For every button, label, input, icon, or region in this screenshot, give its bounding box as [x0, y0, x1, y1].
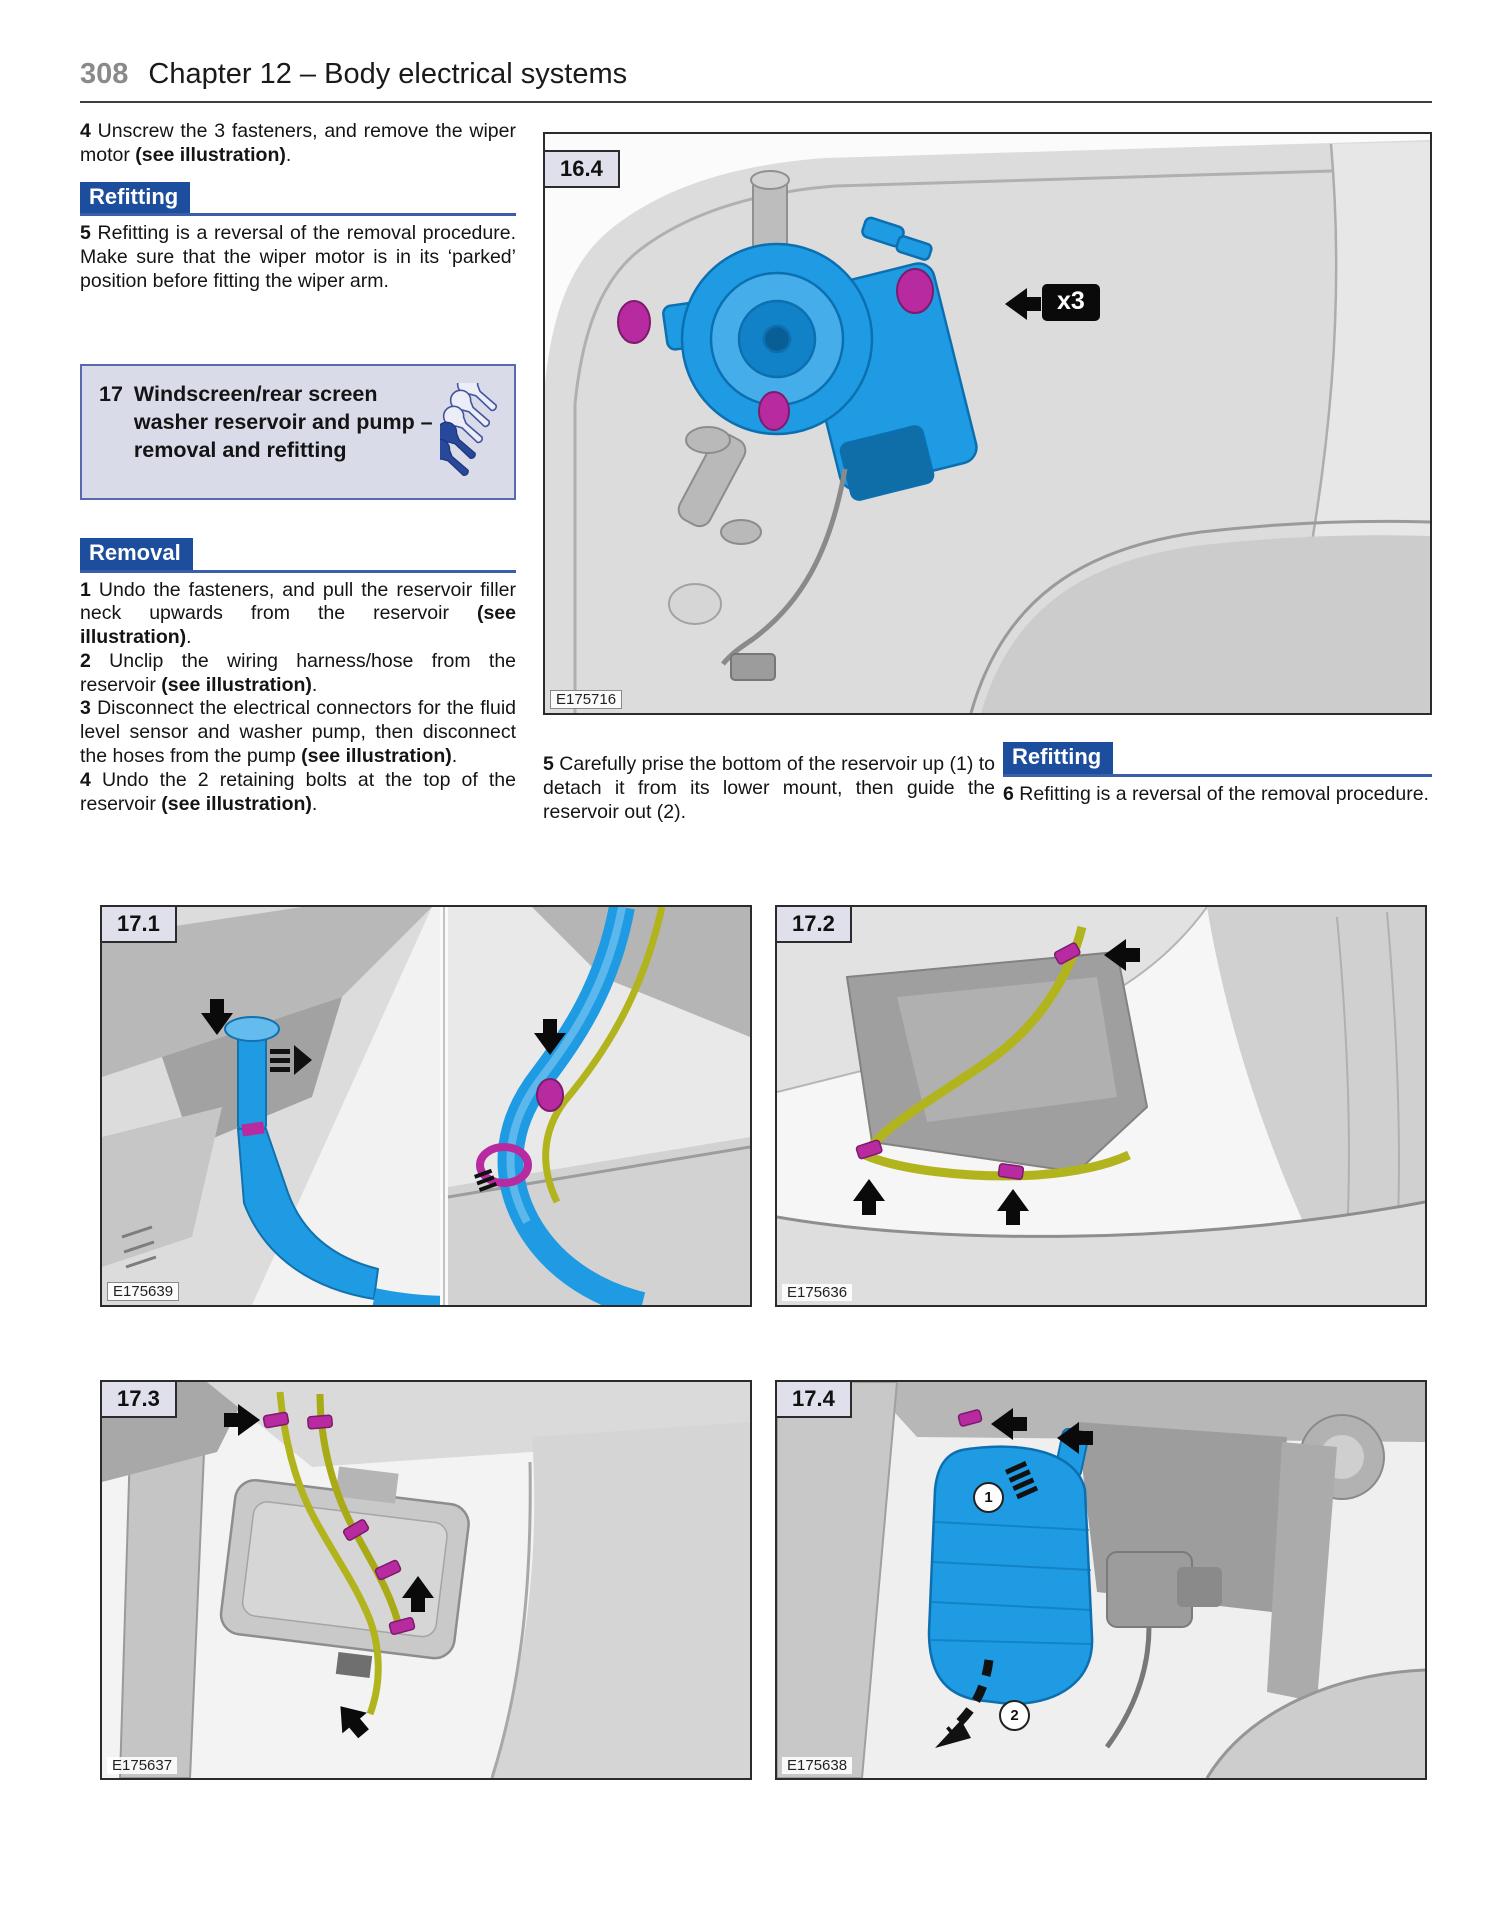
figure-code: E175639: [107, 1282, 179, 1301]
harness-connector: [731, 654, 775, 680]
chapter-title: Chapter 12 – Body electrical systems: [148, 58, 628, 90]
step-number: 6: [1003, 782, 1014, 805]
wrench-icons-svg: [440, 383, 504, 483]
step-paragraph-5-reservoir: [543, 753, 995, 824]
wiper-spindle: [751, 171, 789, 252]
step-text: Refitting is a reversal of the removal procedure.: [1019, 782, 1429, 805]
figure-code: E175636: [782, 1284, 852, 1301]
step-paragraph-3: [80, 697, 516, 768]
step-tail: .: [285, 143, 292, 166]
step-bold-ref: (see illustration): [161, 792, 312, 815]
figure-label: 17.3: [100, 1380, 177, 1418]
heading-rule: [1113, 742, 1432, 774]
step-paragraph-1: [80, 579, 516, 650]
figure-label: 17.4: [775, 1380, 852, 1418]
page-header: [80, 58, 627, 91]
pump-connector: [336, 1652, 372, 1678]
step-bold-ref: (see illustration): [161, 673, 312, 696]
left-column: [80, 120, 516, 816]
figure-17-2-illustration: [777, 907, 1425, 1305]
figure-17-1: [100, 905, 752, 1307]
figure-17-2: [775, 905, 1427, 1307]
wrench-icons: [440, 383, 504, 483]
step-paragraph-6: [1003, 783, 1432, 807]
step-number: 4: [80, 768, 91, 791]
step-bold-ref: (see illustration): [301, 745, 452, 768]
figure-17-4: [775, 1380, 1427, 1780]
step-paragraph-2: [80, 650, 516, 698]
refitting-heading-label: Refitting: [80, 182, 190, 214]
step-number: 5: [543, 753, 554, 775]
right-column: [1003, 742, 1432, 807]
header-rule: [80, 101, 1432, 103]
x3-badge: x3: [1042, 284, 1100, 321]
callout-2: 2: [999, 1700, 1030, 1731]
panel-hole: [669, 584, 721, 624]
figure-17-4-illustration: [777, 1382, 1425, 1778]
removal-heading-label: Removal: [80, 538, 193, 570]
figure-16-4-illustration: [545, 134, 1430, 713]
page-number: 308: [80, 58, 129, 90]
refitting-heading-label: Refitting: [1003, 742, 1113, 774]
figure-17-3-illustration: [102, 1382, 750, 1778]
step-paragraph-4b: [80, 769, 516, 817]
section-title: Windscreen/rear screen washer reservoir and pump – removal and refitting: [133, 381, 433, 462]
section-17-box: [80, 364, 516, 500]
heading-rule: [193, 538, 516, 570]
section-number: 17: [99, 381, 123, 406]
step-tail: .: [311, 792, 318, 815]
figure-label: 16.4: [543, 150, 620, 188]
step-text: Carefully prise the bottom of the reservoir up (1) to detach it from its lower mount, then guide the reservoir out (2).: [543, 753, 995, 823]
step-number: 1: [80, 578, 91, 601]
step-text: Undo the fasteners, and pull the reservoir filler neck upwards from the reservoir: [80, 578, 517, 625]
harness-clip-magenta: [537, 1079, 563, 1111]
figure-16-4: [543, 132, 1432, 715]
refitting-heading-reservoir: [1003, 742, 1432, 777]
step-text: Undo the 2 retaining bolts at the top of the reservoir: [80, 768, 516, 815]
figure-17-3: [100, 1380, 752, 1780]
step-number: 4: [80, 120, 91, 142]
step-paragraph-5: [80, 222, 516, 293]
heading-rule: [190, 182, 516, 214]
step-text: Unscrew the 3 fasteners, and remove the wiper motor: [80, 120, 516, 166]
step-number: 5: [80, 222, 91, 245]
step-number: 2: [80, 649, 91, 672]
figure-17-1-illustration: [102, 907, 750, 1305]
callout-1: 1: [973, 1482, 1004, 1513]
step-tail: .: [311, 673, 318, 696]
step-text: Disconnect the electrical connectors for the fluid level sensor and washer pump, then disconnect the hoses from the pump: [80, 697, 516, 768]
step-tail: .: [186, 626, 192, 649]
figure-code: E175637: [107, 1757, 177, 1774]
middle-column: [543, 753, 995, 824]
step-text: Unclip the wiring harness/hose from the reservoir: [80, 649, 517, 696]
figure-label: 17.2: [775, 905, 852, 943]
step-paragraph-4: [80, 120, 516, 168]
step-text: Refitting is a reversal of the removal procedure. Make sure that the wiper motor is in its ‘parked’ position before fitting the wiper arm.: [80, 222, 516, 292]
removal-heading: [80, 538, 516, 573]
figure-code: E175638: [782, 1757, 852, 1774]
step-tail: .: [451, 745, 458, 768]
refitting-heading-wiper: [80, 182, 516, 217]
step-bold-ref: (see illustration): [80, 602, 516, 649]
step-number: 3: [80, 697, 91, 720]
figure-code: E175716: [550, 690, 622, 709]
figure-label: 17.1: [100, 905, 177, 943]
step-bold-ref: (see illustration): [135, 143, 286, 166]
